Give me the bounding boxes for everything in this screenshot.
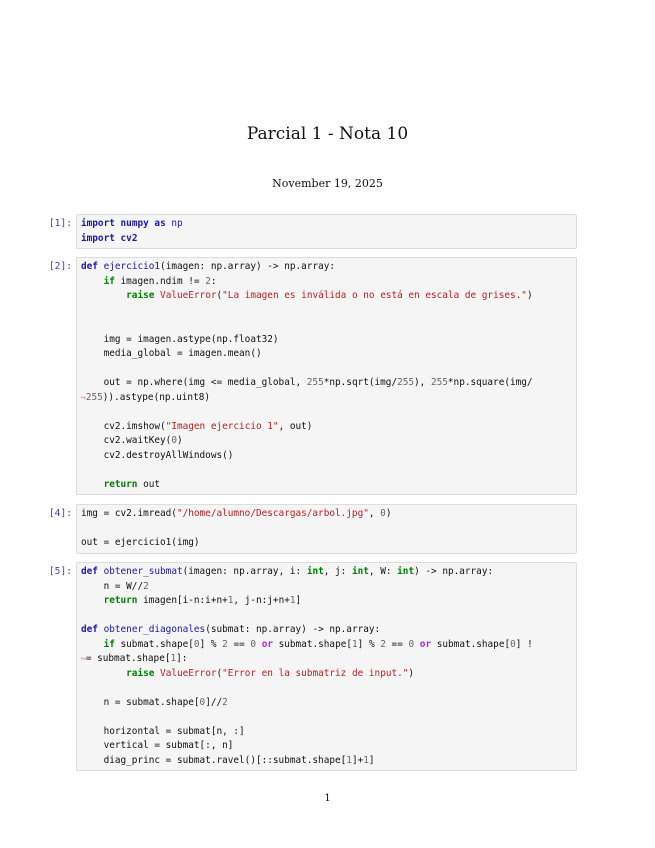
code-line [81,754,576,769]
code-line [81,434,576,449]
code-token: ↪ [81,392,86,402]
code-token: n = submat.shape[ [81,696,200,708]
code-line [81,652,576,667]
code-token: 2 [205,275,211,287]
code-token: out = ejercicio1(img) [81,537,200,548]
code-token: ↪ [81,654,86,663]
code-token: , W: [368,566,398,577]
code-token: 1 [170,653,177,664]
code-token: obtener_submat [103,566,183,577]
code-token: ]: [176,653,188,664]
code-token: ) [385,508,392,519]
code-token: 0 [199,696,206,708]
code-token: 0 [193,638,200,650]
code-token: diag_princ = submat.ravel()[::submat.shape[ [81,754,347,766]
code-token: media_global = imagen.mean() [81,348,262,359]
code-token: )).astype(np.uint8) [102,391,211,403]
code-token: return [103,595,138,606]
code-token: submat.shape[ [272,638,353,650]
code-line [81,580,576,595]
cell-prompt: [2]: [48,261,72,272]
code-token [81,479,104,490]
document-date: November 19, 2025 [272,177,383,190]
code-token: 2 [380,638,386,650]
code-token: ] % [357,638,381,650]
code-token: 255 [85,391,103,403]
code-token: cv2.imshow( [81,420,166,432]
code-token: == [385,638,409,650]
code-token: import [81,218,115,229]
code-token: n = W// [81,580,144,592]
code-token: 1 [346,754,352,766]
code-line [81,275,576,290]
code-line [81,522,576,537]
code-token: img = imagen.astype(np.float32) [81,333,279,345]
code-token: if [103,275,115,287]
code-line [81,594,576,609]
code-cell[interactable] [76,214,577,249]
code-token: cv2.destroyAllWindows() [81,449,234,461]
code-token: "Error en la submatriz de input." [222,667,409,679]
code-cell[interactable] [76,504,577,554]
code-line [81,739,576,754]
code-token: if [103,638,115,650]
code-token: submat.shape[ [431,638,511,650]
code-token: *np.square(img/ [447,377,533,388]
code-token: submat.shape[ [114,638,194,650]
code-line [81,725,576,740]
code-token: ) [408,667,415,679]
code-token: out [137,478,161,490]
code-line [81,289,576,304]
code-token: 255 [397,377,415,388]
code-token: as [154,218,166,229]
code-token: (submat: np.array) -> np.array: [205,624,381,635]
code-token: horizontal = submat[n, :] [81,725,245,737]
code-token: vertical = submat[:, n] [81,740,234,751]
code-line [81,405,576,420]
code-token: 255 [430,377,448,388]
code-line [81,217,576,232]
code-token: obtener_diagonales [103,624,206,635]
code-token: ValueError [160,290,217,301]
code-token [81,290,126,301]
code-token: , [368,508,381,519]
code-token: cv2 [120,232,138,244]
code-line [81,609,576,624]
code-token: raise [126,667,155,679]
code-token: ) [526,290,533,301]
code-token: import [81,232,115,244]
code-token: np [171,218,183,229]
code-token: or [261,638,273,650]
code-token: 0 [380,508,386,519]
code-token: *np.sqrt(img/ [323,377,398,388]
code-token: "/home/alumno/Descargas/arbol.jpg" [176,508,369,519]
code-token: : [210,275,217,287]
code-cell[interactable] [76,257,577,495]
code-token: ( [216,667,223,679]
code-line [81,318,576,333]
code-token: , j-n:j+n+ [233,595,290,606]
code-token: ] [368,754,375,766]
code-token: def [81,261,98,272]
code-token: 2 [222,696,228,708]
code-token: raise [126,290,155,301]
code-line [81,347,576,362]
document-title: Parcial 1 - Nota 10 [246,124,409,144]
code-token: ]// [205,696,223,708]
code-token: ejercicio1 [103,261,161,272]
code-token: imagen[i-n:i+n+ [137,595,228,606]
code-token: 2 [222,638,228,650]
code-token: int [397,566,415,577]
code-token: or [419,638,432,650]
code-token: ), [414,377,431,388]
code-token: int [351,566,369,577]
code-token: , j: [323,566,352,577]
code-token: == [227,638,251,650]
code-token [81,276,104,287]
code-token: 0 [510,638,516,650]
code-token: ValueError [160,667,217,679]
code-token [81,595,104,606]
code-line [81,260,576,275]
code-line [81,391,576,406]
code-token: def [81,566,98,577]
code-token: 1 [352,638,358,650]
code-line [81,232,576,247]
code-token: return [103,478,138,490]
code-line [81,463,576,478]
cell-prompt: [1]: [48,218,72,229]
code-token: ] [295,595,302,606]
code-line [81,420,576,435]
code-token: , out) [278,420,313,432]
code-token: 1 [363,754,369,766]
code-line [81,333,576,348]
code-token: out = np.where(img <= media_global, [81,377,307,388]
code-line [81,304,576,319]
cell-prompt: [5]: [48,566,72,577]
code-token: 0 [408,638,415,650]
code-line [81,478,576,493]
code-token: 0 [250,638,257,650]
code-line [81,710,576,725]
code-cell[interactable] [76,562,577,771]
code-line [81,623,576,638]
code-token: imagen.ndim != [114,275,206,287]
code-line [81,449,576,464]
code-token: ) [176,435,183,446]
code-token: 255 [306,377,324,388]
code-token: img = cv2.imread( [81,508,177,519]
page-number: 1 [324,793,331,804]
code-token: ( [216,290,223,301]
code-token: (imagen: np.array, i: [182,566,307,577]
code-token: "La imagen es inválida o no está en escala de grises." [222,290,527,301]
code-line [81,362,576,377]
code-token [81,639,104,650]
code-token: 1 [289,595,296,606]
code-token: int [306,566,324,577]
code-line [81,565,576,580]
code-token: 1 [227,595,234,606]
code-token: (imagen: np.array) -> np.array: [160,261,336,272]
code-line [81,638,576,653]
code-token: 2 [143,580,149,592]
code-token [81,668,126,679]
code-line [81,696,576,711]
code-token: ] ! [515,638,533,650]
code-line [81,507,576,522]
code-token: ) -> np.array: [414,566,494,577]
code-token: def [81,624,98,635]
code-token: "Imagen ejercicio 1" [165,420,279,432]
cell-prompt: [4]: [48,508,72,519]
code-line [81,667,576,682]
code-line [81,536,576,551]
code-token: cv2.waitKey( [81,435,172,446]
code-token: ]+ [351,754,364,766]
code-token: = submat.shape[ [85,653,171,664]
code-line [81,681,576,696]
code-line [81,376,576,391]
code-token: numpy [120,218,149,229]
code-token: ] % [199,638,223,650]
code-token: 0 [171,435,177,446]
